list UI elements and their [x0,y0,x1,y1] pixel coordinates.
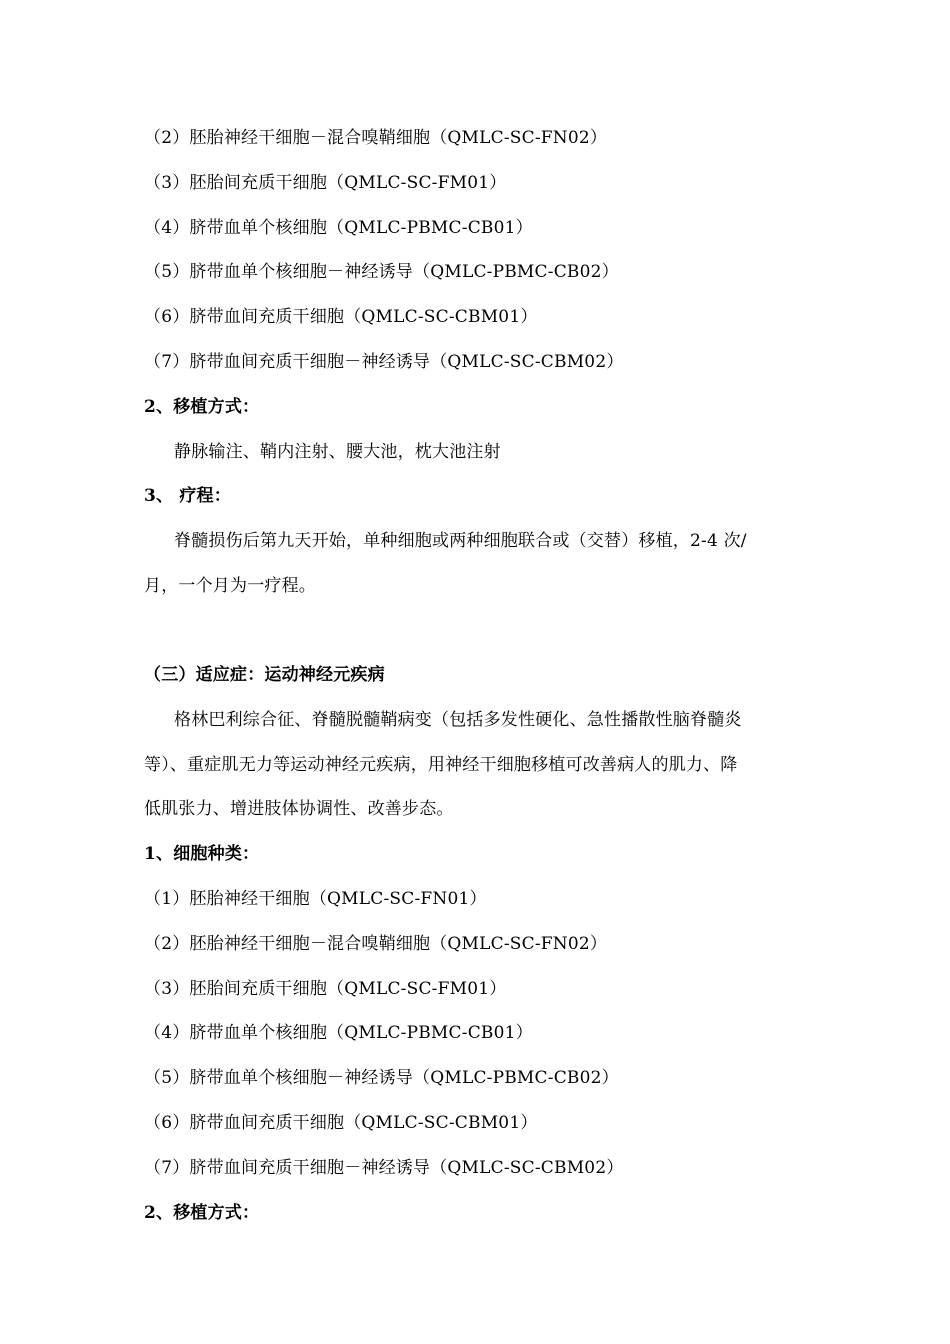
cell-item: （1）胚胎神经干细胞（QMLC-SC-FN01） [144,889,487,909]
cell-item: （5）脐带血单个核细胞－神经诱导（QMLC-PBMC-CB02） [144,262,619,282]
section-heading: （三）适应症：运动神经元疾病 [144,665,385,685]
cell-item: （2）胚胎神经干细胞－混合嗅鞘细胞（QMLC-SC-FN02） [144,128,608,148]
cell-item: （3）胚胎间充质干细胞（QMLC-SC-FM01） [144,979,507,999]
cell-item: （6）脐带血间充质干细胞（QMLC-SC-CBM01） [144,307,538,327]
cell-item: （6）脐带血间充质干细胞（QMLC-SC-CBM01） [144,1113,538,1133]
method-heading: 2、移植方式： [144,397,260,417]
cell-item: （4）脐带血单个核细胞（QMLC-PBMC-CB01） [144,218,533,238]
cell-item: （5）脐带血单个核细胞－神经诱导（QMLC-PBMC-CB02） [144,1068,619,1088]
cell-heading: 1、细胞种类： [144,844,260,864]
intro-text: 等）、重症肌无力等运动神经元疾病，用神经干细胞移植可改善病人的肌力、降 [144,755,738,775]
intro-text: 格林巴利综合征、脊髓脱髓鞘病变（包括多发性硬化、急性播散性脑脊髓炎 [174,710,742,730]
course-text: 脊髓损伤后第九天开始，单种细胞或两种细胞联合或（交替）移植，2-4 次/ [174,531,747,551]
cell-item: （3）胚胎间充质干细胞（QMLC-SC-FM01） [144,173,507,193]
cell-item: （2）胚胎神经干细胞－混合嗅鞘细胞（QMLC-SC-FN02） [144,934,608,954]
course-text: 月，一个月为一疗程。 [144,576,316,596]
course-heading: 3、 疗程： [144,486,231,506]
cell-item: （7）脐带血间充质干细胞－神经诱导（QMLC-SC-CBM02） [144,352,624,372]
method-heading: 2、移植方式： [144,1203,260,1223]
method-text: 静脉输注、鞘内注射、腰大池，枕大池注射 [174,442,501,462]
cell-item: （7）脐带血间充质干细胞－神经诱导（QMLC-SC-CBM02） [144,1158,624,1178]
intro-text: 低肌张力、增进肢体协调性、改善步态。 [144,799,454,819]
cell-item: （4）脐带血单个核细胞（QMLC-PBMC-CB01） [144,1023,533,1043]
